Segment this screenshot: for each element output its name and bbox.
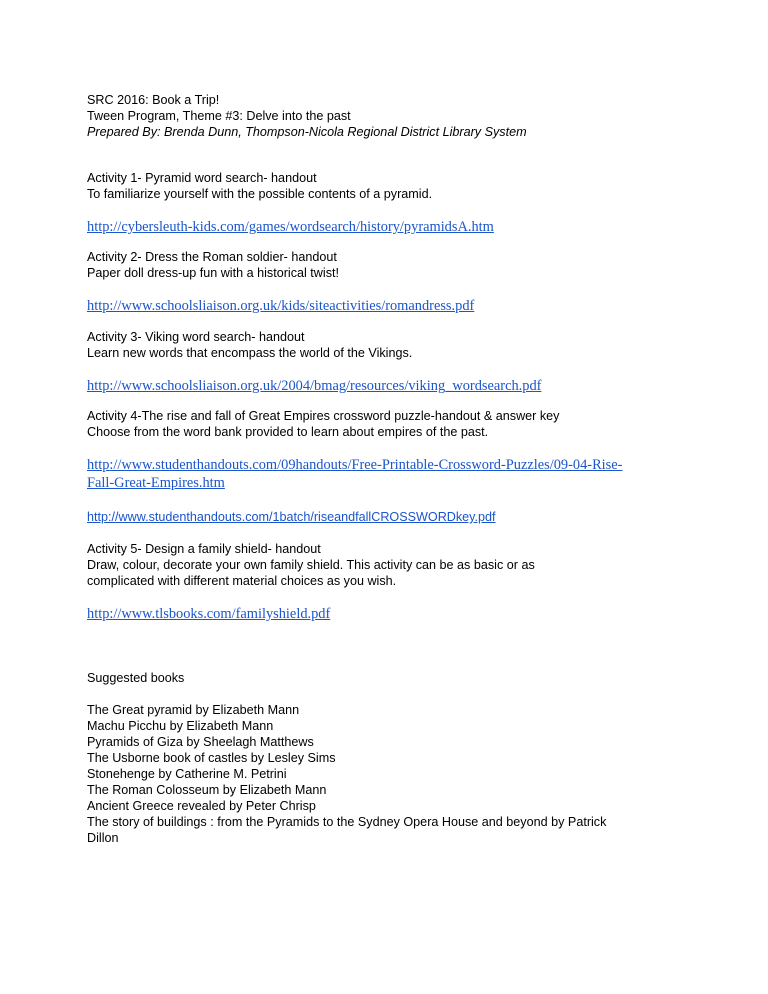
activity-4-link[interactable] <box>87 456 687 492</box>
activity-4-link-line1[interactable]: http://www.studenthandouts.com/09handouts/Free-Printable-Crossword-Puzzles/09-04-Rise- <box>87 457 623 473</box>
books-heading-block <box>87 670 687 686</box>
document-header <box>87 92 687 140</box>
books-list <box>87 702 687 846</box>
activity-1-link[interactable]: http://cybersleuth-kids.com/games/wordsearch/history/pyramidsA.htm <box>87 219 494 235</box>
activity-5 <box>87 541 687 589</box>
header-theme: Tween Program, Theme #3: Delve into the past <box>87 109 351 123</box>
activity-1-desc: To familiarize yourself with the possible contents of a pyramid. <box>87 187 433 201</box>
activity-5-desc-line2: complicated with different material choices as you wish. <box>87 574 397 588</box>
activity-1-title: Activity 1- Pyramid word search- handout <box>87 171 317 185</box>
activity-2 <box>87 249 687 281</box>
book-item: Pyramids of Giza by Sheelagh Matthews <box>87 735 314 749</box>
activity-3-desc: Learn new words that encompass the world of the Vikings. <box>87 346 413 360</box>
activity-2-link[interactable]: http://www.schoolsliaison.org.uk/kids/siteactivities/romandress.pdf <box>87 298 475 314</box>
book-item: Machu Picchu by Elizabeth Mann <box>87 719 274 733</box>
activity-4-answer-key-link[interactable]: http://www.studenthandouts.com/1batch/riseandfallCROSSWORDkey.pdf <box>87 510 496 524</box>
books-heading: Suggested books <box>87 671 185 685</box>
activity-3-link[interactable]: http://www.schoolsliaison.org.uk/2004/bmag/resources/viking_wordsearch.pdf <box>87 378 542 394</box>
book-item-continued: Dillon <box>87 831 119 845</box>
activity-5-link[interactable]: http://www.tlsbooks.com/familyshield.pdf <box>87 606 331 622</box>
activity-4-link-line2[interactable]: Fall-Great-Empires.htm <box>87 475 225 491</box>
activity-5-desc-line1: Draw, colour, decorate your own family shield. This activity can be as basic or as <box>87 558 535 572</box>
header-prepared-by: Prepared By: Brenda Dunn, Thompson-Nicola Regional District Library System <box>87 125 527 139</box>
activity-4-desc: Choose from the word bank provided to learn about empires of the past. <box>87 425 489 439</box>
book-item: The story of buildings : from the Pyramids to the Sydney Opera House and beyond by Patrick <box>87 815 607 829</box>
activity-5-title: Activity 5- Design a family shield- handout <box>87 542 321 556</box>
header-title: SRC 2016: Book a Trip! <box>87 93 220 107</box>
book-item: The Roman Colosseum by Elizabeth Mann <box>87 783 327 797</box>
activity-2-title: Activity 2- Dress the Roman soldier- handout <box>87 250 337 264</box>
activity-2-desc: Paper doll dress-up fun with a historical twist! <box>87 266 339 280</box>
activity-4 <box>87 408 687 440</box>
book-item: Stonehenge by Catherine M. Petrini <box>87 767 287 781</box>
activity-1 <box>87 170 687 202</box>
activity-3 <box>87 329 687 361</box>
book-item: The Usborne book of castles by Lesley Sims <box>87 751 336 765</box>
book-item: Ancient Greece revealed by Peter Chrisp <box>87 799 316 813</box>
book-item: The Great pyramid by Elizabeth Mann <box>87 703 300 717</box>
activity-3-title: Activity 3- Viking word search- handout <box>87 330 305 344</box>
activity-4-title: Activity 4-The rise and fall of Great Empires crossword puzzle-handout & answer key <box>87 409 560 423</box>
